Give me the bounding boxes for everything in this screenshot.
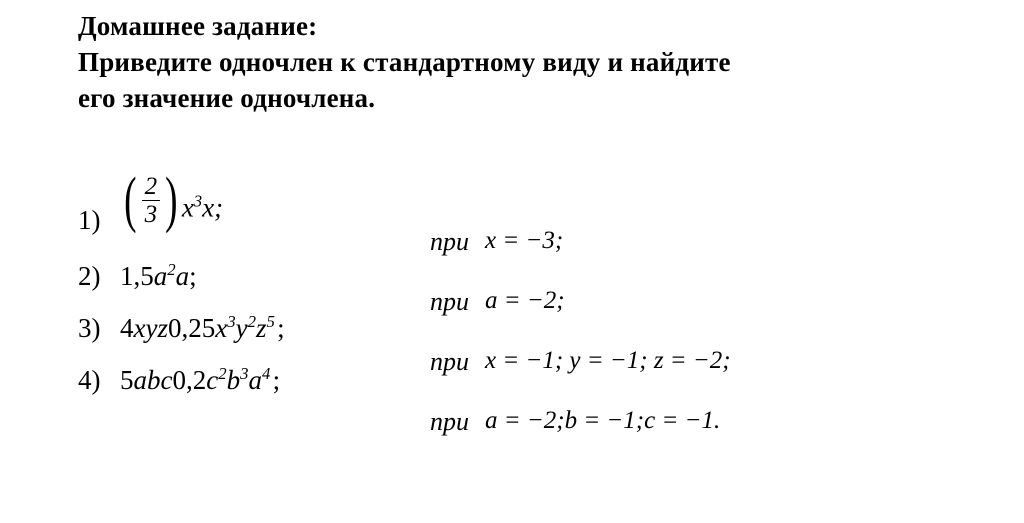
fraction-denominator: 3	[142, 200, 161, 228]
page-title	[78, 8, 1024, 116]
condition-value: a = −2;b = −1;c = −1.	[485, 407, 721, 434]
condition-word: при	[430, 407, 469, 436]
problem-expression: $4xyz0,25x^3y^2z^5$ ;	[120, 312, 285, 343]
title-line-1: Домашнее задание:	[78, 11, 318, 41]
left-paren: (	[124, 166, 137, 235]
expression-base: x	[181, 192, 194, 223]
problem-number: 3)	[78, 313, 101, 343]
condition-word: при	[430, 227, 469, 256]
fraction-group	[120, 166, 182, 235]
right-paren: )	[165, 166, 178, 235]
fraction	[142, 173, 161, 228]
problem-number: 1)	[78, 205, 101, 235]
condition-word: при	[430, 287, 469, 316]
problem-number: 4)	[78, 365, 101, 395]
problem-expression: $1,5a^2a$;	[120, 260, 197, 291]
problem-expression	[120, 166, 224, 240]
condition-group	[430, 228, 563, 255]
condition-word: при	[430, 347, 469, 376]
problem-number: 2)	[78, 261, 101, 291]
title-line-2: Приведите одночлен к стандартному виду и найдите	[78, 47, 731, 77]
condition-group	[430, 408, 720, 435]
title-line-3: его значение одночлена.	[78, 83, 376, 113]
condition-value: a = −2;	[485, 287, 565, 314]
expression-tail: x;	[202, 192, 224, 223]
problem-expression: $5abc0,2c^2b^3a^4$ ;	[120, 364, 281, 395]
fraction-numerator: 2	[144, 173, 158, 200]
condition-group	[430, 288, 565, 315]
expression-exponent: 3	[193, 191, 203, 211]
condition-value: x = −3;	[485, 227, 564, 254]
condition-group	[430, 348, 731, 375]
condition-value: x = −1; y = −1; z = −2;	[485, 347, 731, 374]
